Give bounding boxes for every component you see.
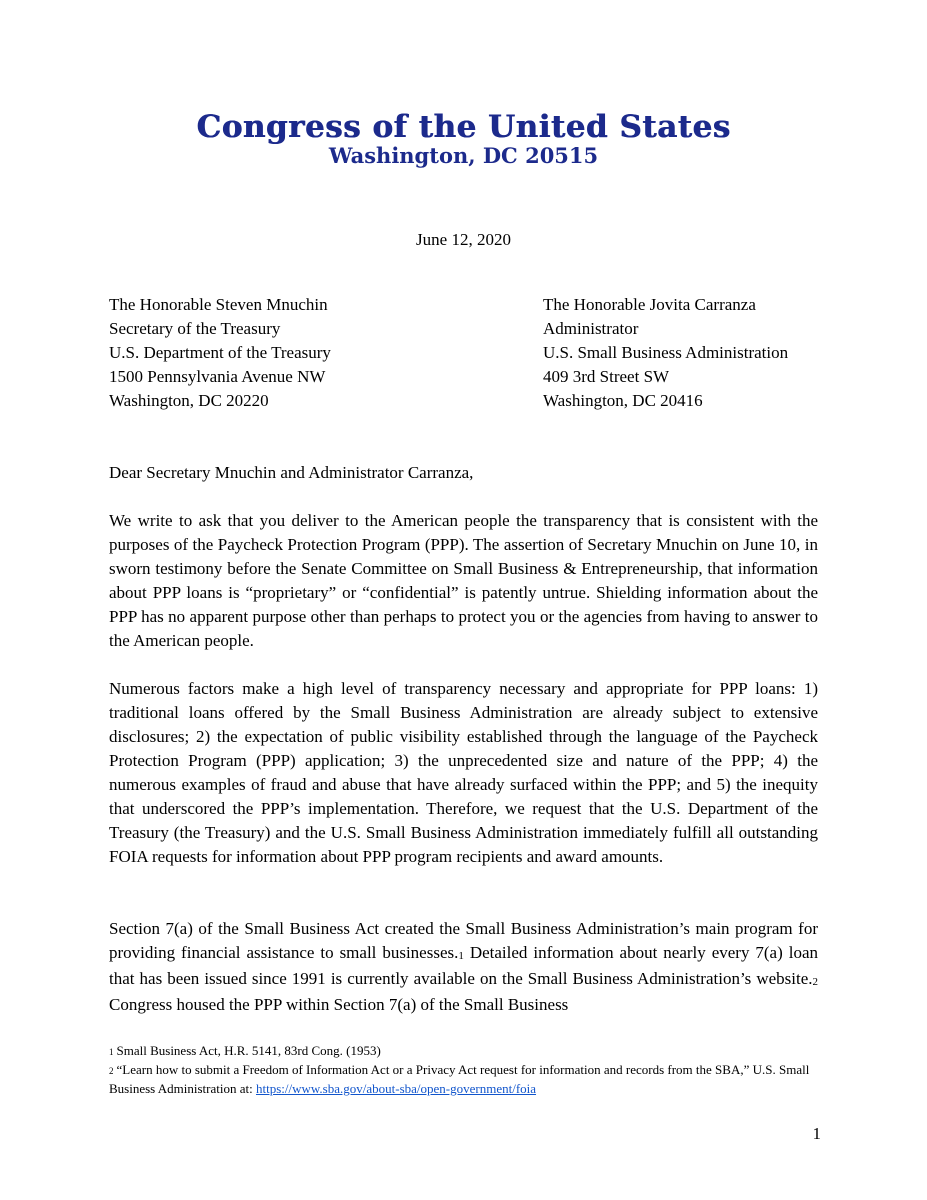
paragraph-text: Congress housed the PPP within Section 7(a) of the Small Business <box>109 995 569 1014</box>
body-paragraph-2: Numerous factors make a high level of transparency necessary and appropriate for PPP loans: 1) traditional loans offered by the Small Business Administration are already subject to extensive disclosures; 2) the expectation of public visibility established through the language of the Paycheck Protection Program (PPP) application; 3) the unprecedented size and nature of the PPP; 4) the numerous examples of fraud and abuse that have already surfaced within the PPP; and 5) the inequity that underscored the PPP’s implementation. Therefore, we request that the U.S. Department of the Treasury (the Treasury) and the U.S. Small Business Administration immediately fulfill all outstanding FOIA requests for information about PPP program recipients and award amounts. <box>109 679 818 866</box>
recipient-address-sba <box>543 293 788 413</box>
paragraph-text: Section 7(a) of the Small Business Act created the Small Business Administration’s main program for providing financial assistance to small businesses. <box>109 919 818 962</box>
letterhead <box>0 108 927 168</box>
recipient-street: 1500 Pennsylvania Avenue NW <box>109 367 326 386</box>
footnote-reference[interactable]: 2 <box>812 976 818 988</box>
letterhead-subtitle: Washington, DC 20515 <box>328 143 599 168</box>
recipient-city: Washington, DC 20416 <box>543 391 703 410</box>
recipient-title: Administrator <box>543 319 639 338</box>
footnote-2 <box>109 1061 824 1097</box>
recipient-address-treasury <box>109 293 331 413</box>
footnote-1 <box>109 1042 824 1061</box>
footnote-reference[interactable]: 1 <box>458 950 464 962</box>
letter-date: June 12, 2020 <box>416 230 511 249</box>
footnote-number: 2 <box>109 1066 114 1076</box>
body-paragraph-3 <box>109 917 818 1017</box>
footnote-link[interactable]: https://www.sba.gov/about-sba/open-government/foia <box>255 1081 537 1096</box>
page-number: 1 <box>812 1124 821 1143</box>
recipient-street: 409 3rd Street SW <box>543 367 670 386</box>
footnotes <box>109 1042 824 1097</box>
footnote-number: 1 <box>109 1047 114 1057</box>
recipient-title: Secretary of the Treasury <box>109 319 281 338</box>
recipient-agency: U.S. Small Business Administration <box>543 343 789 362</box>
recipient-name: The Honorable Steven Mnuchin <box>109 295 328 314</box>
body-paragraph-1: We write to ask that you deliver to the American people the transparency that is consistent with the purposes of the Paycheck Protection Program (PPP). The assertion of Secretary Mnuchin on June 10, in sworn testimony before the Senate Committee on Small Business & Entrepreneurship, that information about PPP loans is “proprietary” or “confidential” is patently untrue. Shielding information about the PPP has no apparent purpose other than perhaps to protect you or the agencies from having to answer to the American people. <box>109 511 818 650</box>
footnote-text: “Learn how to submit a Freedom of Information Act or a Privacy Act request for information and records from the SBA,” U.S. Small Business Administration at: <box>109 1062 810 1096</box>
letterhead-title: Congress of the United States <box>196 109 731 145</box>
recipient-city: Washington, DC 20220 <box>109 391 269 410</box>
paragraph-text: Detailed information about nearly every 7(a) loan that has been issued since 1991 is currently available on the Small Business Administration’s website. <box>109 943 818 988</box>
recipient-agency: U.S. Department of the Treasury <box>109 343 331 362</box>
salutation: Dear Secretary Mnuchin and Administrator Carranza, <box>109 463 474 482</box>
recipient-name: The Honorable Jovita Carranza <box>543 295 756 314</box>
footnote-text: Small Business Act, H.R. 5141, 83rd Cong. (1953) <box>116 1043 381 1058</box>
